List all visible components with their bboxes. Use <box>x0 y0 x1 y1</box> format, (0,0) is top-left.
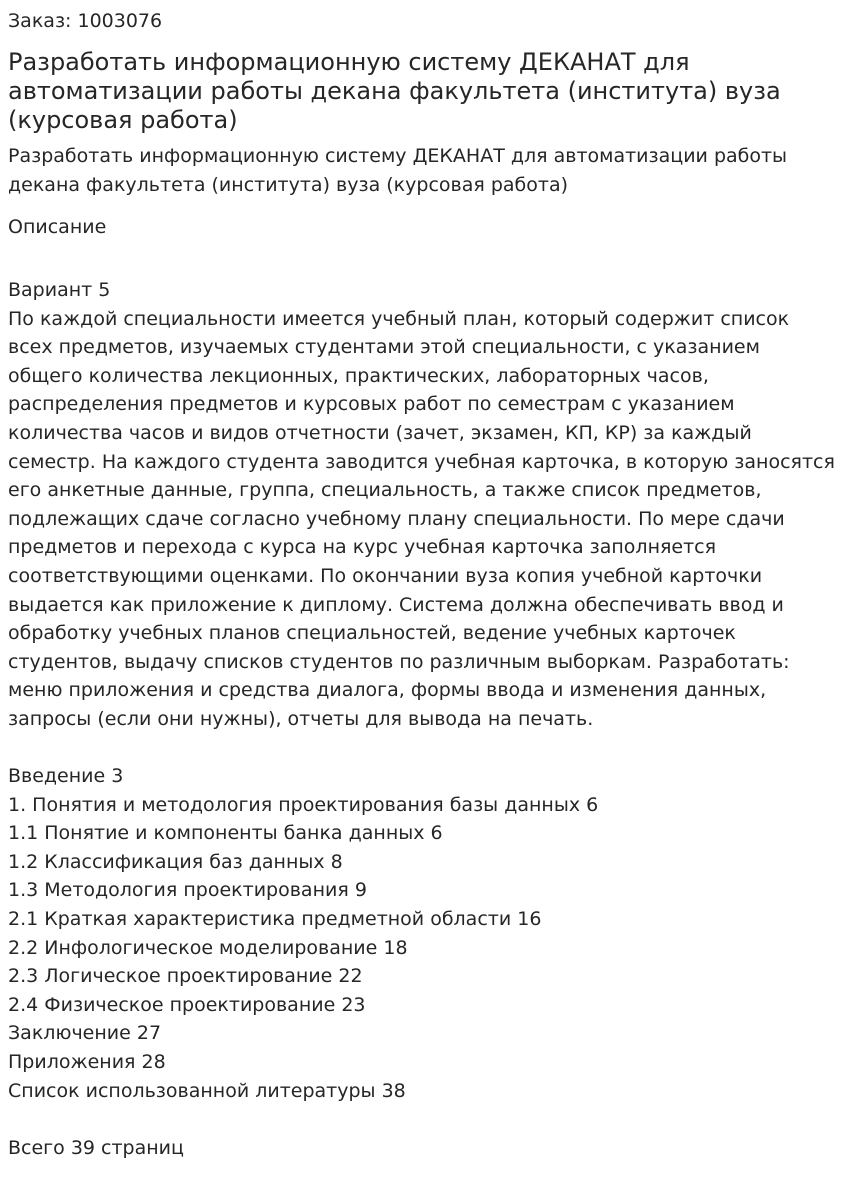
description-line: выдается как приложение к диплому. Система должна обеспечивать ввод и <box>8 593 784 616</box>
description-line: студентов, выдачу списков студентов по различным выборкам. Разработать: <box>8 650 790 673</box>
variant-label: Вариант 5 <box>8 279 111 301</box>
subtitle <box>8 142 828 199</box>
toc-item: 2.2 Инфологическое моделирование 18 <box>8 936 408 959</box>
total-pages: Всего 39 страниц <box>8 1136 184 1159</box>
toc-item: Заключение 27 <box>8 1022 162 1045</box>
description-line: семестр. На каждого студента заводится учебная карточка, в которую заносятся <box>8 450 835 473</box>
subtitle-line: Разработать информационную систему ДЕКАНАТ для автоматизации работы <box>8 145 788 167</box>
description-line: его анкетные данные, группа, специальность, а также список предметов, <box>8 479 762 502</box>
toc-item: Введение 3 <box>8 765 124 788</box>
toc-item: 2.3 Логическое проектирование 22 <box>8 965 363 988</box>
toc-item: 1. Понятия и методология проектирования базы данных 6 <box>8 793 599 816</box>
subtitle-line: декана факультета (института) вуза (курсовая работа) <box>8 173 568 196</box>
description-line: запросы (если они нужны), отчеты для вывода на печать. <box>8 707 594 730</box>
description-line: соответствующими оценками. По окончании вуза копия учебной карточки <box>8 564 763 587</box>
toc-item: 2.4 Физическое проектирование 23 <box>8 993 366 1016</box>
toc-item: 1.2 Классификация баз данных 8 <box>8 850 343 873</box>
toc-item: Приложения 28 <box>8 1051 166 1074</box>
spacer <box>8 734 843 763</box>
description-line: подлежащих сдаче согласно учебному плану специальности. По мере сдачи <box>8 507 785 530</box>
spacer <box>8 1105 843 1134</box>
order-number: Заказ: 1003076 <box>8 10 163 32</box>
description-line: общего количества лекционных, практических, лабораторных часов, <box>8 364 709 387</box>
toc-item: 1.3 Методология проектирования 9 <box>8 879 367 902</box>
description-line: распределения предметов и курсовых работ по семестрам с указанием <box>8 393 735 416</box>
toc-item: Список использованной литературы 38 <box>8 1079 406 1102</box>
toc-item: 2.1 Краткая характеристика предметной области 16 <box>8 908 542 931</box>
description-line: количества часов и видов отчетности (зачет, экзамен, КП, КР) за каждый <box>8 421 752 444</box>
description-line: обработку учебных планов специальностей, ведение учебных карточек <box>8 622 736 645</box>
description-line: всех предметов, изучаемых студентами этой специальности, с указанием <box>8 336 760 359</box>
description-line: предметов и перехода с курса на курс учебная карточка заполняется <box>8 536 717 559</box>
page-title: Разработать информационную систему ДЕКАНАТ для автоматизации работы декана факультета (института) вуза (курсовая работа) <box>8 48 781 134</box>
description-line: По каждой специальности имеется учебный план, который содержит список <box>8 307 790 330</box>
description-heading: Описание <box>8 216 107 238</box>
description-body <box>8 276 843 1162</box>
toc-item: 1.1 Понятие и компоненты банка данных 6 <box>8 822 443 845</box>
description-line: меню приложения и средства диалога, формы ввода и изменения данных, <box>8 679 767 702</box>
